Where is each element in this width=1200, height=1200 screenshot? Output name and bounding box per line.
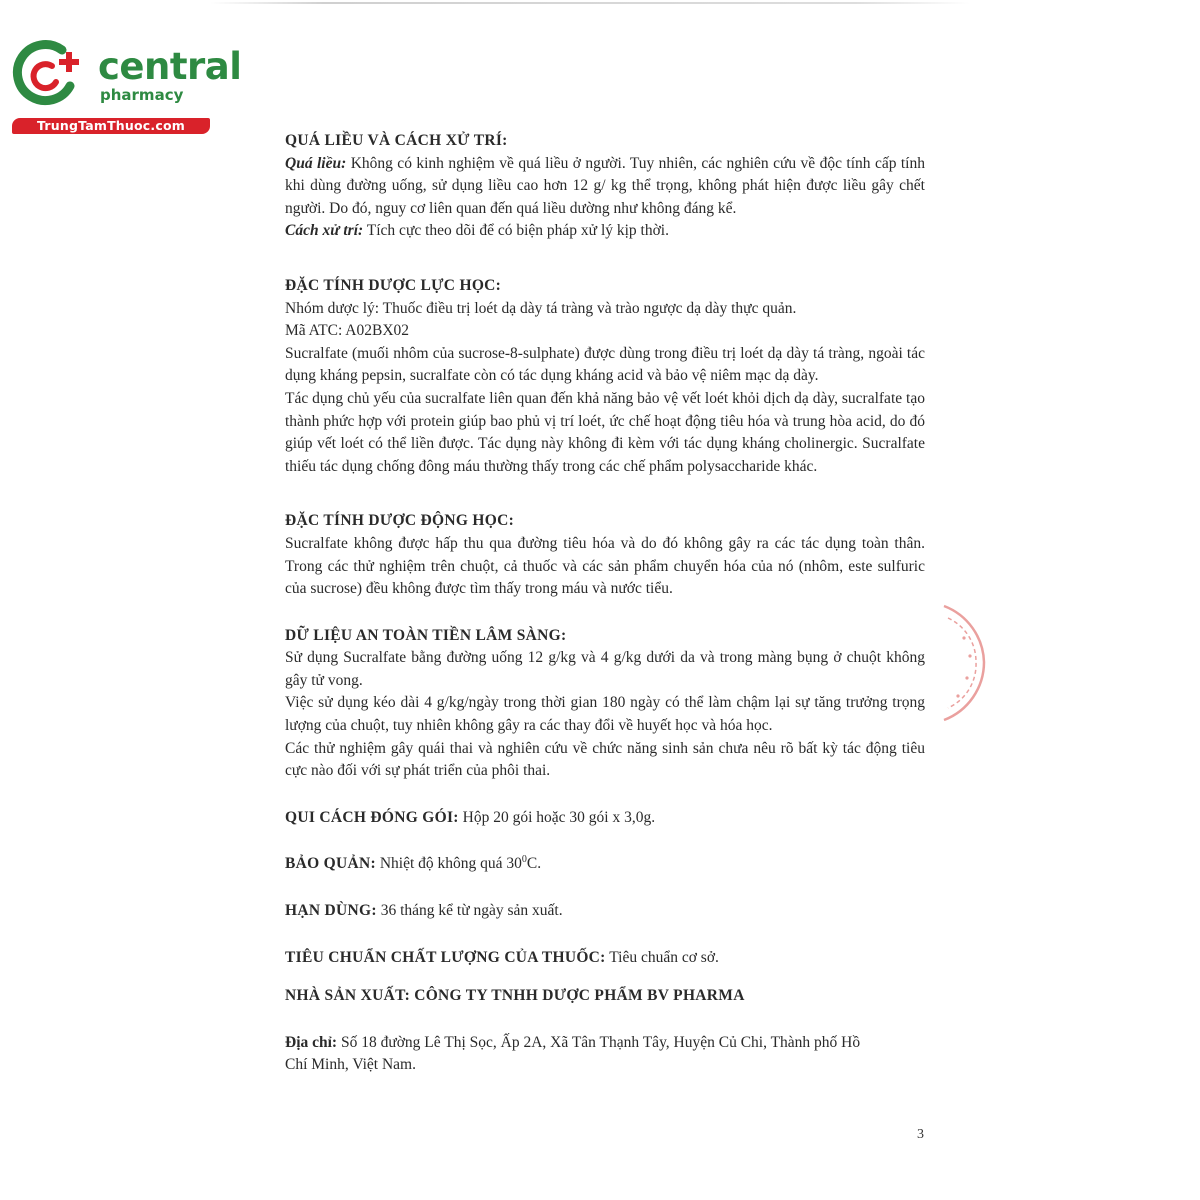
website-link[interactable]: TrungTamThuoc.com [12,118,210,134]
pharmacokinetics-para: Sucralfate không được hấp thu qua đường tiêu hóa và do đó không gây ra các tác dụng toàn thân. Trong các thử nghiệm trên chuột, cả thuốc và các sản phẩm chuyển hóa của nó (nhôm, este sulfuric của sucrose) đều không được tìm thấy trong máu và nước tiểu. [285,534,925,598]
pharmacodynamics-heading: ĐẶC TÍNH DƯỢC LỰC HỌC: [285,276,502,294]
page-number: 3 [917,1127,924,1142]
preclinical-para-3: Các thử nghiệm gây quái thai và nghiên cứu về chức năng sinh sản chưa nêu rõ bất kỳ tác động tiêu cực nào đối với sự phát triển của phôi thai. [285,739,925,780]
packaging-line [285,807,925,830]
pharmacodynamics-para-2: Tác dụng chủ yếu của sucralfate liên quan đến khả năng bảo vệ vết loét khỏi dịch dạ dày, sucralfate tạo thành phức hợp với protein giúp bao phủ vị trí loét, ức chế hoạt động tiêu hóa và trung hòa acid, do đó giúp vết loét có thể liền được. Tác dụng này không đi kèm với tác dụng kháng cholinergic. Sucralfate thiếu tác dụng chống đông máu thường thấy trong các chế phẩm polysaccharide khác. [285,389,925,475]
overdose-label: Quá liều: [285,154,347,172]
atc-code: Mã ATC: A02BX02 [285,322,410,340]
brand-subtitle: pharmacy [100,86,184,104]
pharmacological-group: Nhóm dược lý: Thuốc điều trị loét dạ dày tá tràng và trào ngược dạ dày thực quản. [285,299,797,317]
shelf-life-value: 36 tháng kể từ ngày sản xuất. [376,902,563,920]
red-seal-stamp-icon [934,598,994,728]
storage-degree: 0 [521,854,527,866]
packaging-value: Hộp 20 gói hoặc 30 gói x 3,0g. [458,808,656,826]
packaging-label: QUI CÁCH ĐÓNG GÓI: [285,808,459,826]
preclinical-para-2: Việc sử dụng kéo dài 4 g/kg/ngày trong thời gian 180 ngày có thể làm chậm lại sự tăng trưởng trọng lượng của chuột, tuy nhiên không gây ra các thay đổi về huyết học và hóa học. [285,694,925,735]
pharmacy-cross-c-icon [10,40,92,110]
storage-line [285,853,925,876]
quality-standard-label: TIÊU CHUẨN CHẤT LƯỢNG CỦA THUỐC: [285,948,606,966]
brand-name: central [98,45,242,88]
quality-standard-line [285,947,925,970]
overdose-heading: QUÁ LIỀU VÀ CÁCH XỬ TRÍ: [285,132,508,149]
treatment-label: Cách xử trí: [285,222,364,240]
overdose-text: Không có kinh nghiệm về quá liều ở người. Tuy nhiên, các nghiên cứu về độc tính cấp tính khi dùng đường uống, sử dụng liều cao hơn 12 g/ kg thể trọng, không phát hiện được liều gây chết người. Do đó, nguy cơ liên quan đến quá liều dường như không đáng kể. [285,154,925,217]
pharmacokinetics-heading: ĐẶC TÍNH DƯỢC ĐỘNG HỌC: [285,512,515,530]
overdose-paragraph [285,153,925,221]
preclinical-para-1: Sử dụng Sucralfate bằng đường uống 12 g/kg và 4 g/kg dưới da và trong màng bụng ở chuột không gây tử vong. [285,649,925,689]
central-pharmacy-logo[interactable] [10,36,242,136]
address-line [285,1032,885,1077]
document-body [285,130,925,1077]
preclinical-heading: DỮ LIỆU AN TOÀN TIỀN LÂM SÀNG: [285,626,567,644]
shelf-life-line [285,900,925,923]
pharmacodynamics-para-1: Sucralfate (muối nhôm của sucrose-8-sulphate) được dùng trong điều trị loét dạ dày tá tràng, ngoài tác dụng kháng pepsin, sucralfate còn có tác dụng kháng acid và bảo vệ niêm mạc dạ dày. [285,344,925,385]
treatment-paragraph [285,220,925,243]
address-value: Số 18 đường Lê Thị Sọc, Ấp 2A, Xã Tân Thạnh Tây, Huyện Củ Chi, Thành phố Hồ Chí Minh, Việt Nam. [285,1033,861,1074]
storage-value: Nhiệt độ không quá 30 [375,855,522,873]
storage-label: BẢO QUẢN: [285,855,376,873]
treatment-text: Tích cực theo dõi để có biện pháp xử lý kịp thời. [363,222,669,240]
scan-top-edge [210,2,970,4]
manufacturer-line: NHÀ SẢN XUẤT: CÔNG TY TNHH DƯỢC PHẨM BV PHARMA [285,987,745,1005]
address-label: Địa chỉ: [285,1033,338,1051]
shelf-life-label: HẠN DÙNG: [285,902,377,920]
quality-standard-value: Tiêu chuẩn cơ sở. [605,948,719,966]
storage-unit: C. [526,855,542,873]
